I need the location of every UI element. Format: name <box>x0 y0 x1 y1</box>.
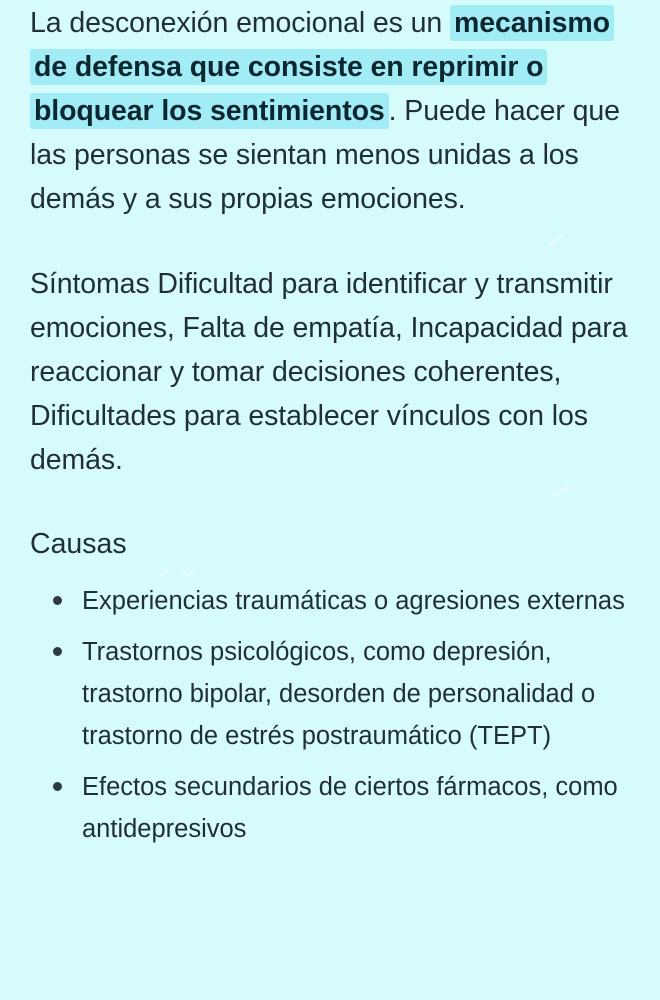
bullet-icon <box>53 596 62 605</box>
causes-list <box>30 580 638 850</box>
cause-item <box>30 580 638 622</box>
symptoms-paragraph: Síntomas Dificultad para identificar y transmitir emociones, Falta de empatía, Incapacidad para reaccionar y tomar decisiones coherentes, Dificultades para establecer vínculos con los demás. <box>30 268 628 476</box>
intro-paragraph <box>30 1 638 221</box>
cause-item <box>30 631 638 757</box>
source-sparkle-icon <box>548 234 564 246</box>
bullet-icon <box>53 782 62 791</box>
causes-heading: Causas <box>30 528 127 560</box>
bullet-icon <box>53 647 62 656</box>
cause-text: Experiencias traumáticas o agresiones externas <box>82 587 625 615</box>
source-sparkle-icon <box>160 566 196 578</box>
intro-text-end: . Puede hacer que las personas se sientan menos unidas a los demás y a sus propias emociones. <box>30 95 620 215</box>
cause-text: Efectos secundarios de ciertos fármacos, como antidepresivos <box>82 773 618 843</box>
intro-text-start: La desconexión emocional es un <box>30 7 443 39</box>
highlighted-definition[interactable]: mecanismo de defensa que consiste en reprimir o bloquear los sentimientos <box>30 5 614 129</box>
cause-item <box>30 766 638 850</box>
source-sparkle-icon <box>552 486 568 498</box>
cause-text: Trastornos psicológicos, como depresión, trastorno bipolar, desorden de personalidad o trastorno de estrés postraumático (TEPT) <box>82 638 596 750</box>
